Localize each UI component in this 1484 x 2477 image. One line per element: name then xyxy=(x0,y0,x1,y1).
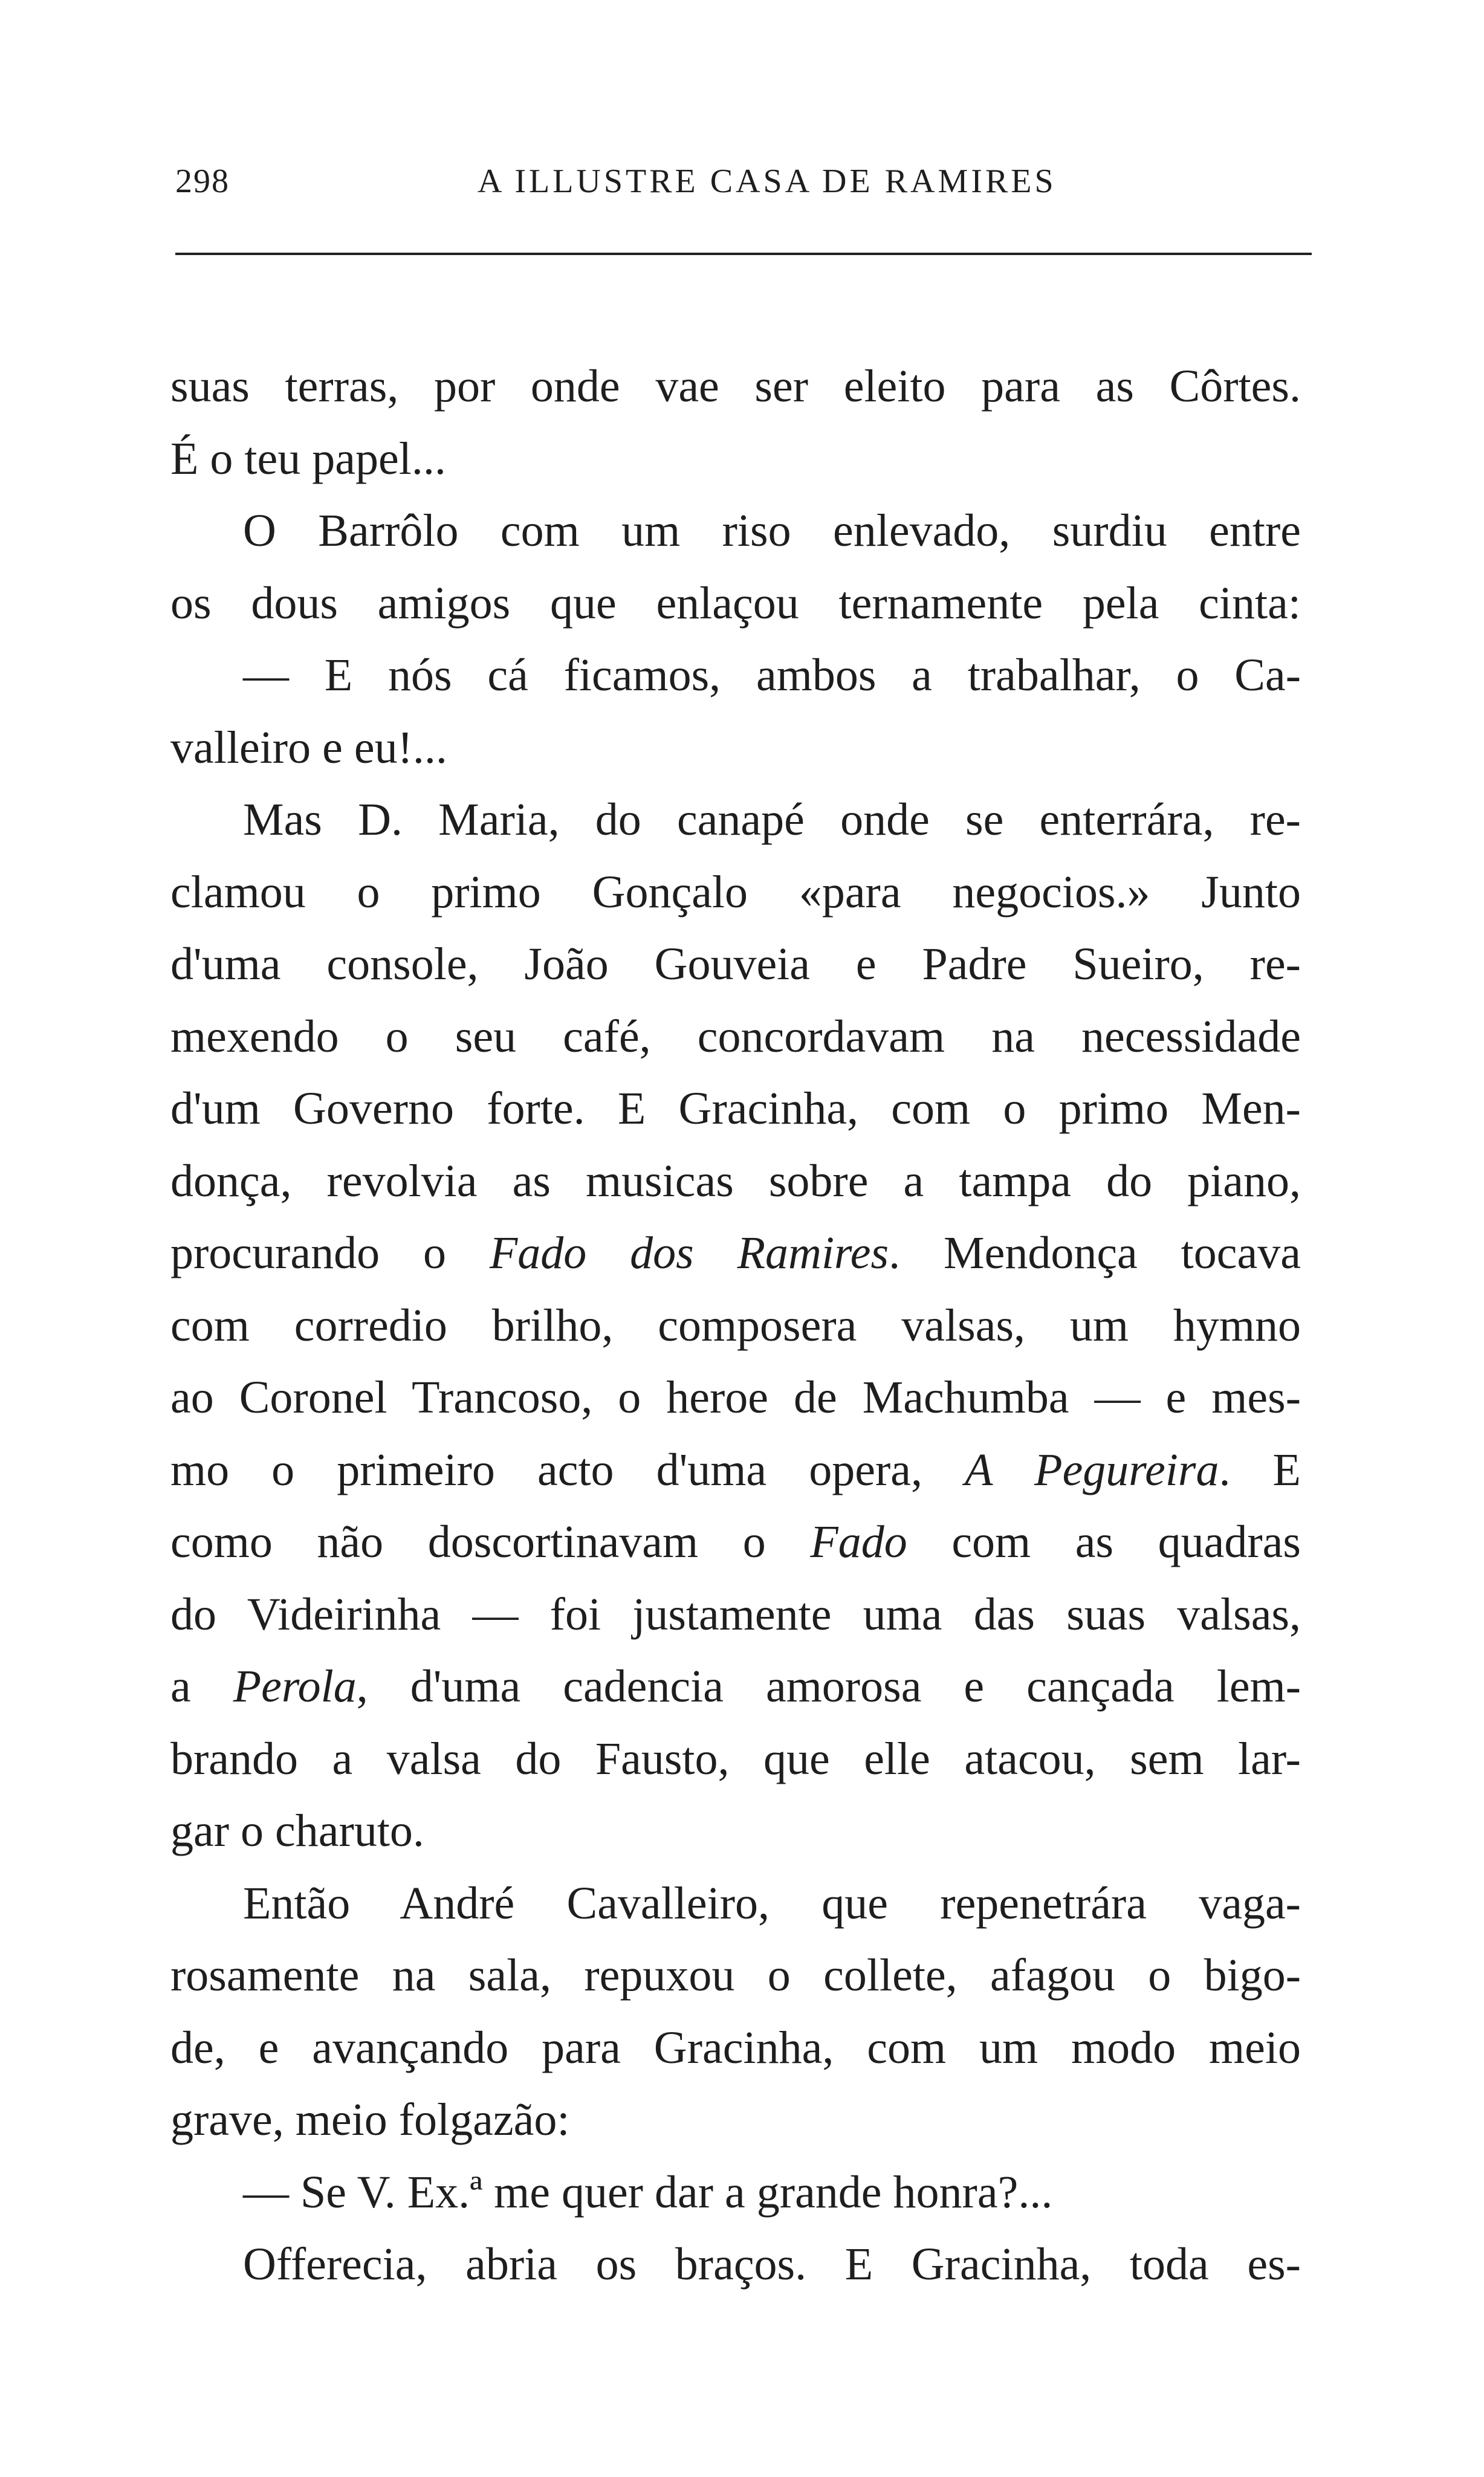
line-text: a xyxy=(170,1661,233,1712)
line-text: do Videirinha — foi justamente uma das suas valsas, xyxy=(170,1588,1301,1640)
line-text: valleiro e eu!... xyxy=(170,722,447,773)
text-line xyxy=(170,2012,1301,2085)
line-text: d'uma console, João Gouveia e Padre Sueiro, re- xyxy=(170,939,1301,989)
line-text: de, e avançando para Gracinha, com um modo meio xyxy=(170,2022,1301,2073)
text-line xyxy=(170,495,1301,568)
text-line xyxy=(170,423,1301,496)
running-title: A ILLUSTRE CASA DE RAMIRES xyxy=(478,163,1057,200)
text-line xyxy=(170,1795,1301,1868)
line-text: donça, revolvia as musicas sobre a tampa do piano, xyxy=(170,1155,1301,1206)
line-text: ao Coronel Trancoso, o heroe de Machumba — e mes- xyxy=(170,1372,1301,1423)
line-text: mexendo o seu café, concordavam na necessidade xyxy=(170,1011,1301,1062)
text-line xyxy=(170,928,1301,1001)
line-text: gar o charuto. xyxy=(170,1805,424,1856)
text-line xyxy=(170,1506,1301,1579)
text-line xyxy=(170,1940,1301,2012)
text-line xyxy=(170,2229,1301,2301)
line-text: O Barrôlo com um riso enlevado, surdiu entre xyxy=(243,505,1301,556)
text-line xyxy=(170,1290,1301,1362)
text-line xyxy=(170,1723,1301,1796)
line-text-continued: . Mendonça tocava xyxy=(889,1228,1301,1278)
header-rule xyxy=(175,253,1312,255)
line-text: d'um Governo forte. E Gracinha, com o primo Men- xyxy=(170,1083,1301,1134)
line-italic-title: Fado xyxy=(810,1517,907,1567)
text-line xyxy=(170,1868,1301,1940)
line-text: com corredio brilho, composera valsas, um hymno xyxy=(170,1300,1301,1351)
line-text: Mas D. Maria, do canapé onde se enterrára, re- xyxy=(243,794,1301,845)
line-text: Então André Cavalleiro, que repenetrára vaga- xyxy=(243,1877,1301,1929)
line-text-continued: . E xyxy=(1219,1444,1301,1495)
text-line xyxy=(170,1362,1301,1434)
line-text: procurando o xyxy=(170,1228,490,1278)
page-header xyxy=(175,162,1312,216)
text-line xyxy=(170,712,1301,785)
text-line xyxy=(170,1434,1301,1507)
page-number: 298 xyxy=(175,163,230,200)
line-text-continued: com as quadras xyxy=(907,1517,1301,1567)
body-text xyxy=(170,351,1301,2301)
line-text: É o teu papel... xyxy=(170,433,446,484)
text-line xyxy=(170,2084,1301,2157)
line-text: os dous amigos que enlaçou ternamente pela cinta: xyxy=(170,577,1301,629)
line-text: — Se V. Ex.ª me quer dar a grande honra?... xyxy=(243,2166,1053,2218)
line-italic-title: Perola xyxy=(233,1661,357,1712)
line-text: como não doscortinavam o xyxy=(170,1517,811,1567)
text-line xyxy=(170,1651,1301,1723)
text-line xyxy=(170,1217,1301,1290)
line-text: clamou o primo Gonçalo «para negocios.» Junto xyxy=(170,866,1301,918)
line-text-continued: , d'uma cadencia amorosa e cançada lem- xyxy=(356,1661,1301,1712)
text-line xyxy=(170,639,1301,712)
text-line xyxy=(170,568,1301,640)
text-line xyxy=(170,1145,1301,1218)
line-italic-title: Fado dos Ramires xyxy=(489,1228,889,1278)
line-text: Offerecia, abria os braços. E Gracinha, toda es- xyxy=(243,2239,1301,2290)
text-line xyxy=(170,1073,1301,1145)
text-line xyxy=(170,2157,1301,2229)
line-italic-title: A Pegureira xyxy=(965,1444,1219,1495)
text-line xyxy=(170,1001,1301,1073)
line-text: grave, meio folgazão: xyxy=(170,2094,570,2145)
text-line xyxy=(170,856,1301,929)
text-line xyxy=(170,784,1301,856)
line-text: — E nós cá ficamos, ambos a trabalhar, o Ca- xyxy=(243,650,1301,701)
line-text: suas terras, por onde vae ser eleito para as Côrtes. xyxy=(170,361,1301,412)
text-line xyxy=(170,1579,1301,1651)
line-text: mo o primeiro acto d'uma opera, xyxy=(170,1444,965,1495)
text-line xyxy=(170,351,1301,423)
line-text: rosamente na sala, repuxou o collete, afagou o bigo- xyxy=(170,1950,1301,2001)
line-text: brando a valsa do Fausto, que elle atacou, sem lar- xyxy=(170,1733,1301,1784)
